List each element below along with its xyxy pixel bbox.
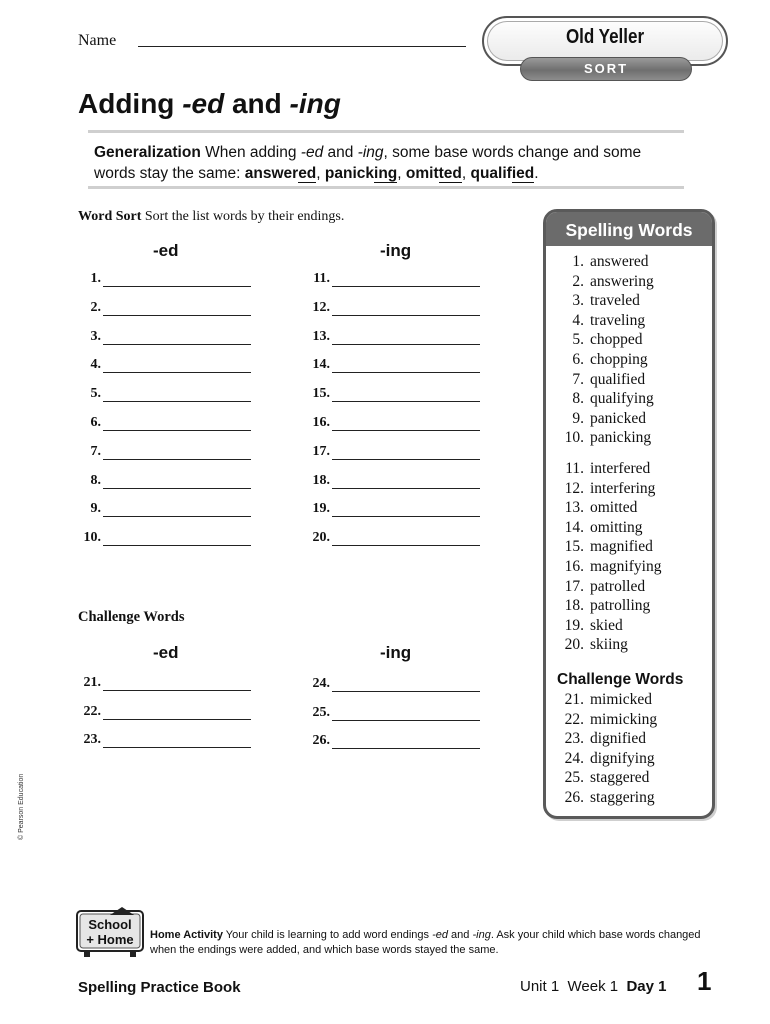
entry-number: 11. <box>313 271 330 286</box>
svg-text:School: School <box>88 917 132 932</box>
entry-number: 8. <box>90 472 101 488</box>
spelling-word-item <box>546 311 712 331</box>
answer-entry <box>73 675 253 697</box>
entry-number: 19. <box>312 501 330 517</box>
spelling-word-number: 11. <box>565 460 584 477</box>
answer-entry <box>73 329 253 351</box>
spelling-words-list-1 <box>546 252 712 448</box>
spelling-word-item <box>546 518 712 538</box>
answer-entry <box>302 271 482 293</box>
spelling-word-item <box>546 330 712 350</box>
answer-entry <box>73 732 253 754</box>
entry-number: 4. <box>90 357 101 373</box>
entry-number: 22. <box>83 703 101 719</box>
spelling-word-item <box>546 537 712 557</box>
answer-blank-line[interactable] <box>103 286 251 287</box>
answer-entry <box>302 386 482 408</box>
spelling-word-item <box>546 635 712 655</box>
challenge-words-label: Challenge Words <box>78 609 185 625</box>
school-home-logo <box>76 905 144 959</box>
book-title: Spelling Practice Book <box>78 979 241 996</box>
spelling-word-number: 12. <box>564 479 584 497</box>
answer-entry <box>73 704 253 726</box>
entry-number: 23. <box>83 732 101 747</box>
challenge-header-ed: -ed <box>153 643 179 662</box>
spelling-word-item <box>546 577 712 597</box>
spelling-words-panel <box>543 209 715 819</box>
spelling-word: qualifying <box>590 390 654 408</box>
spelling-word-number: 4. <box>572 311 584 329</box>
answer-blank-line[interactable] <box>332 315 480 316</box>
answer-blank-line[interactable] <box>103 459 251 460</box>
spelling-word: panicking <box>590 429 652 447</box>
spelling-word-item <box>546 710 712 730</box>
entry-number: 24. <box>312 676 330 691</box>
name-label: Name <box>78 32 117 49</box>
answer-blank-line[interactable] <box>332 720 480 721</box>
spelling-word-item <box>546 272 712 292</box>
page-number: 1 <box>697 966 712 996</box>
spelling-word: staggering <box>590 788 655 806</box>
spelling-word-number: 3. <box>572 292 584 310</box>
spelling-word-number: 10. <box>564 429 584 447</box>
spelling-word: omitting <box>590 518 643 536</box>
copyright-notice: © Pearson Education <box>18 773 25 840</box>
spelling-word-item <box>546 291 712 311</box>
answer-blank-line[interactable] <box>103 516 251 517</box>
spelling-word-number: 2. <box>572 272 584 290</box>
spelling-word: answered <box>590 253 649 270</box>
spelling-words-title: Spelling Words <box>546 212 712 246</box>
spelling-word: skiing <box>590 636 628 654</box>
spelling-word-number: 5. <box>572 331 584 349</box>
entry-number: 9. <box>90 501 101 517</box>
entry-number: 10. <box>83 530 101 546</box>
answer-entry <box>302 329 482 351</box>
spelling-word: interfering <box>590 479 656 497</box>
spelling-word-item <box>546 768 712 788</box>
spelling-word: panicked <box>590 409 646 427</box>
answer-entry <box>302 501 482 523</box>
spelling-word: qualified <box>590 370 646 388</box>
title-text: Adding <box>78 88 183 119</box>
entry-number: 1. <box>90 271 101 286</box>
spelling-word-item <box>546 729 712 749</box>
answer-blank-line[interactable] <box>332 691 480 692</box>
answer-entry <box>302 676 482 698</box>
spelling-word-item <box>546 409 712 429</box>
title-ing: -ing <box>289 88 341 119</box>
answer-entry <box>73 530 253 552</box>
entry-number: 20. <box>312 530 330 546</box>
spelling-word-number: 7. <box>572 370 584 388</box>
spelling-word-number: 15. <box>564 538 584 556</box>
title-and: and <box>224 88 290 119</box>
challenge-words-list <box>546 690 712 808</box>
answer-blank-line[interactable] <box>332 516 480 517</box>
entry-number: 12. <box>312 299 330 315</box>
answer-blank-line[interactable] <box>332 344 480 345</box>
generalization-label: Generalization <box>94 144 201 161</box>
answer-entry <box>302 733 482 755</box>
answer-blank-line[interactable] <box>103 430 251 431</box>
answer-blank-line[interactable] <box>103 344 251 345</box>
entry-number: 2. <box>90 299 101 315</box>
answer-entry <box>73 386 253 408</box>
answer-blank-line[interactable] <box>103 690 251 691</box>
entry-number: 13. <box>312 328 330 344</box>
spelling-word-item <box>546 389 712 409</box>
spelling-word-item <box>546 596 712 616</box>
entry-number: 14. <box>312 357 330 373</box>
home-activity-text: Home Activity Your child is learning to add word endings -ed and -ing. Ask your child which base words changed when the endings were added, and which base words stayed the same. <box>150 929 701 956</box>
spelling-word-number: 6. <box>572 350 584 368</box>
spelling-word-number: 17. <box>564 577 584 595</box>
spelling-word: patrolling <box>590 597 651 615</box>
entry-number: 16. <box>312 415 330 430</box>
answer-blank-line[interactable] <box>103 315 251 316</box>
entry-number: 25. <box>312 704 330 720</box>
home-activity-label: Home Activity <box>150 929 223 941</box>
spelling-word: magnifying <box>590 557 662 575</box>
challenge-words-title: Challenge Words <box>557 671 684 688</box>
spelling-word-number: 22. <box>564 710 584 728</box>
spelling-word: patrolled <box>590 577 646 595</box>
answer-blank-line[interactable] <box>332 430 480 431</box>
spelling-word-number: 20. <box>564 636 584 654</box>
unit-label: Unit 1 <box>520 978 560 995</box>
answer-entry <box>302 705 482 727</box>
example-answered: answered <box>244 165 317 182</box>
spelling-word: chopping <box>590 350 648 368</box>
spelling-word-number: 13. <box>564 499 584 517</box>
challenge-header-ing: -ing <box>380 643 412 662</box>
spelling-word-item <box>546 788 712 808</box>
entry-number: 7. <box>90 443 101 459</box>
answer-entry <box>73 271 253 293</box>
answer-blank-line[interactable] <box>332 372 480 373</box>
entry-number: 26. <box>312 733 330 748</box>
word-sort-label: Word Sort <box>78 209 142 224</box>
answer-blank-line[interactable] <box>332 401 480 402</box>
answer-blank-line[interactable] <box>103 488 251 489</box>
answer-blank-line[interactable] <box>332 545 480 546</box>
answer-blank-line[interactable] <box>332 286 480 287</box>
column-header-ed: -ed <box>153 241 179 260</box>
entry-number: 21. <box>83 675 101 690</box>
spelling-word-item <box>546 616 712 636</box>
answer-blank-line[interactable] <box>332 748 480 749</box>
spelling-word-number: 26. <box>564 788 584 806</box>
answer-entry <box>302 444 482 466</box>
spelling-word: interfered <box>590 460 651 477</box>
answer-blank-line[interactable] <box>103 747 251 748</box>
answer-entry <box>73 415 253 437</box>
answer-blank-line[interactable] <box>103 719 251 720</box>
answer-blank-line[interactable] <box>332 488 480 489</box>
spelling-word: mimicking <box>590 710 658 728</box>
entry-number: 17. <box>312 443 330 459</box>
divider-top <box>88 130 684 133</box>
spelling-word-number: 23. <box>564 730 584 748</box>
entry-number: 3. <box>90 328 101 344</box>
story-title: Old Yeller <box>565 26 645 48</box>
answer-blank-line[interactable] <box>103 372 251 373</box>
answer-entry <box>302 357 482 379</box>
generalization-text: Generalization When adding -ed and -ing, some base words change and some words stay the same: answered, panicking, omitted, qualified. <box>94 144 642 182</box>
spelling-word: answering <box>590 272 654 290</box>
spelling-word-number: 14. <box>564 518 584 536</box>
answer-entry <box>302 530 482 552</box>
name-blank-line[interactable] <box>138 46 466 47</box>
spelling-word-number: 21. <box>564 691 584 708</box>
spelling-word: mimicked <box>590 691 652 708</box>
sort-badge: SORT <box>520 57 692 81</box>
answer-entry <box>73 357 253 379</box>
spelling-word: skied <box>590 616 623 634</box>
answer-entry <box>73 473 253 495</box>
svg-text:+ Home: + Home <box>86 932 134 947</box>
spelling-word: dignifying <box>590 749 655 767</box>
unit-week-day <box>520 978 667 995</box>
spelling-word-item <box>546 350 712 370</box>
spelling-word-number: 8. <box>572 390 584 408</box>
spelling-word-number: 18. <box>564 597 584 615</box>
spelling-word-number: 25. <box>564 769 584 787</box>
page-title <box>78 88 341 120</box>
example-omitted: omitted <box>405 165 462 182</box>
spelling-word-item <box>546 479 712 499</box>
spelling-word-number: 24. <box>564 749 584 767</box>
spelling-word-item <box>546 370 712 390</box>
answer-blank-line[interactable] <box>103 545 251 546</box>
column-header-ing: -ing <box>380 241 412 260</box>
spelling-word: chopped <box>590 331 643 349</box>
spelling-word-item <box>546 498 712 518</box>
answer-entry <box>73 300 253 322</box>
spelling-word: magnified <box>590 538 653 556</box>
spelling-word-item <box>546 459 712 479</box>
spelling-word-number: 1. <box>572 253 584 270</box>
answer-blank-line[interactable] <box>103 401 251 402</box>
answer-entry <box>302 473 482 495</box>
word-sort-instructions: Word Sort Sort the list words by their endings. <box>78 209 345 224</box>
spelling-word-number: 19. <box>564 616 584 634</box>
spelling-words-list-2 <box>546 459 712 655</box>
spelling-word: traveled <box>590 292 640 310</box>
divider-bottom <box>88 186 684 189</box>
spelling-word-item <box>546 749 712 769</box>
title-ed: -ed <box>182 88 225 119</box>
answer-entry <box>73 444 253 466</box>
spelling-word-item <box>546 252 712 272</box>
example-panicking: panicking <box>324 165 398 182</box>
spelling-word: omitted <box>590 499 638 517</box>
spelling-word: dignified <box>590 730 646 748</box>
spelling-word: staggered <box>590 769 650 787</box>
spelling-word-number: 9. <box>572 409 584 427</box>
entry-number: 6. <box>90 415 101 430</box>
spelling-word: traveling <box>590 311 646 329</box>
answer-blank-line[interactable] <box>332 459 480 460</box>
entry-number: 15. <box>312 386 330 402</box>
spelling-word-item <box>546 557 712 577</box>
spelling-word-item <box>546 690 712 710</box>
answer-entry <box>302 415 482 437</box>
entry-number: 18. <box>312 472 330 488</box>
entry-number: 5. <box>90 386 101 402</box>
example-qualified: qualified <box>470 165 535 182</box>
spelling-word-number: 16. <box>564 557 584 575</box>
week-label: Week 1 <box>567 978 619 995</box>
spelling-word-item <box>546 428 712 448</box>
answer-entry <box>73 501 253 523</box>
day-label: Day 1 <box>626 978 667 995</box>
answer-entry <box>302 300 482 322</box>
